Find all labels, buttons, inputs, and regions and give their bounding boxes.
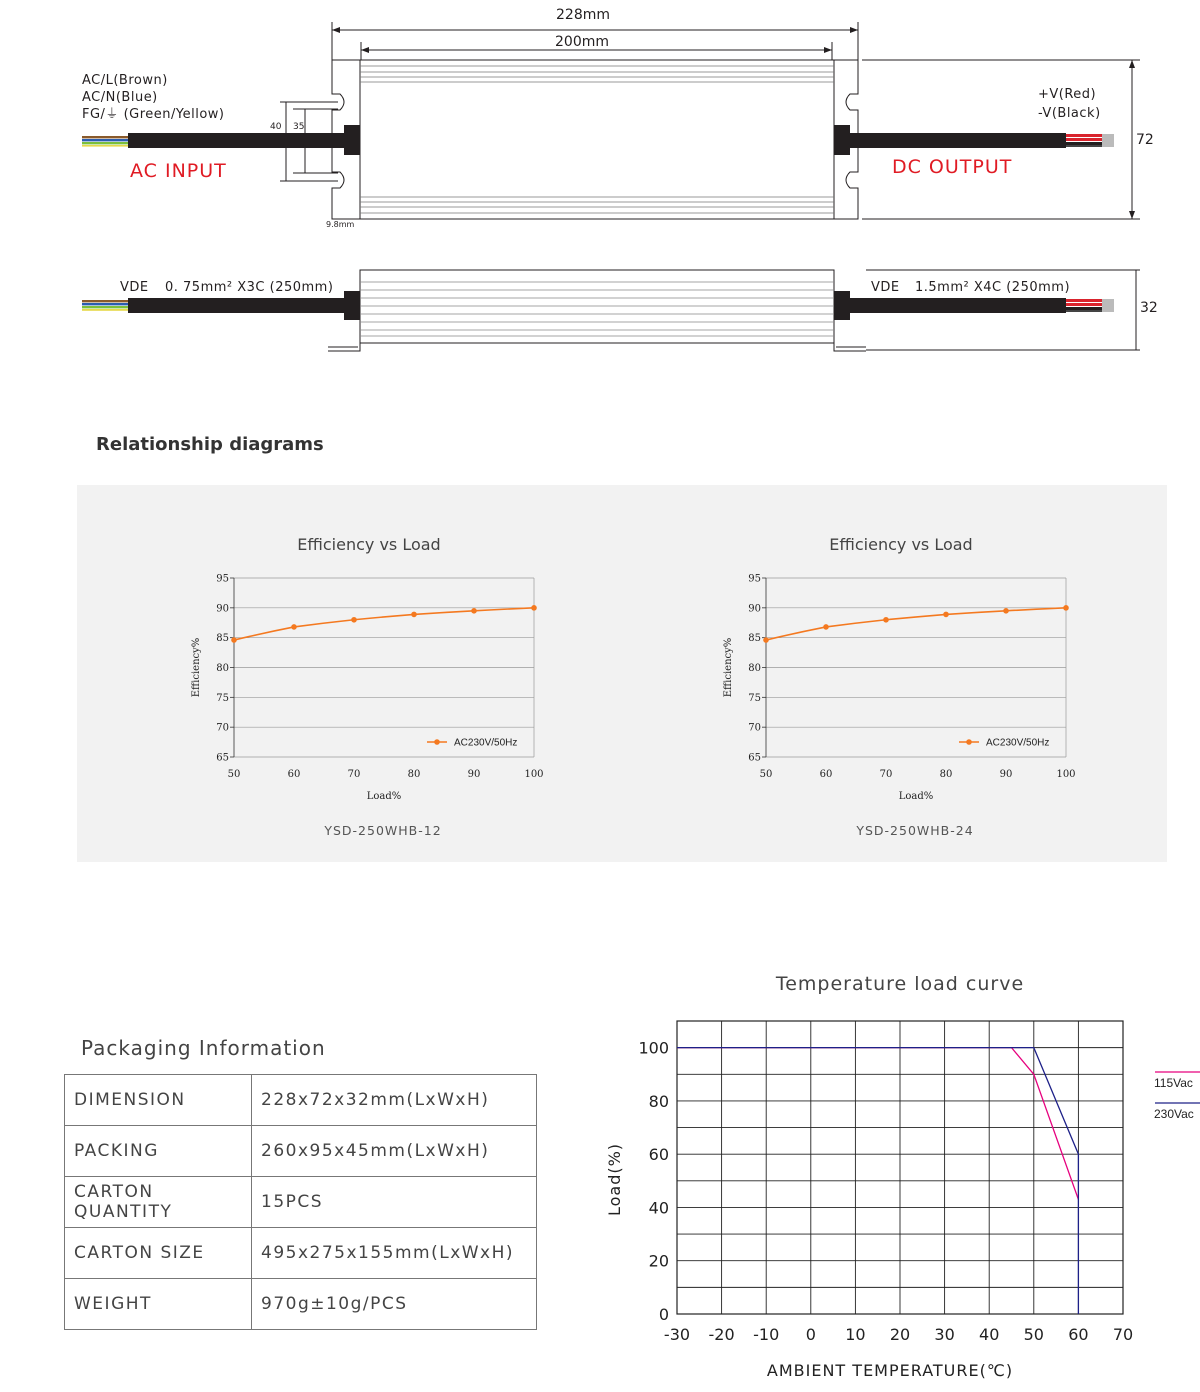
row-value: 260x95x45mm(LxWxH) <box>252 1126 537 1177</box>
ac-cable-cert: VDE <box>120 280 149 295</box>
series-line-AC230V/50Hz <box>766 608 1066 640</box>
x-tick-label: 60 <box>1068 1325 1089 1344</box>
y-axis-label: Efficiency% <box>723 637 734 698</box>
x-axis-label: Load% <box>366 791 402 802</box>
x-tick-label: 50 <box>1023 1325 1044 1344</box>
x-tick-label: 90 <box>467 769 481 780</box>
legend-label: AC230V/50Hz <box>986 737 1050 749</box>
data-point <box>823 624 829 630</box>
x-tick-label: 50 <box>759 769 773 780</box>
row-value: 228x72x32mm(LxWxH) <box>252 1075 537 1126</box>
chart-title: Efficiency vs Load <box>297 535 441 554</box>
x-tick-label: 100 <box>1056 769 1076 780</box>
data-point <box>291 624 297 630</box>
y-tick-label: 65 <box>748 752 761 764</box>
x-tick-label: 30 <box>934 1325 955 1344</box>
row-label: WEIGHT <box>65 1279 252 1330</box>
x-tick-label: -10 <box>753 1325 780 1344</box>
y-tick-label: 40 <box>648 1198 669 1218</box>
y-axis-label: Efficiency% <box>191 637 202 698</box>
row-label: PACKING <box>65 1126 252 1177</box>
x-tick-label: 10 <box>845 1325 866 1344</box>
x-tick-label: 100 <box>524 769 544 780</box>
legend-label: 115Vac <box>1154 1076 1193 1090</box>
data-point <box>1003 608 1009 614</box>
x-tick-label: 0 <box>805 1325 816 1344</box>
ac-wire-live: AC/L(Brown) <box>82 73 168 88</box>
model-label: YSD-250WHB-24 <box>856 823 974 838</box>
y-tick-label: 85 <box>748 633 761 645</box>
mechanical-drawing <box>0 0 1200 360</box>
top-view-body <box>332 60 858 219</box>
x-tick-label: 80 <box>939 769 953 780</box>
y-tick-label: 95 <box>216 573 229 585</box>
x-tick-label: 50 <box>227 769 241 780</box>
packaging-table <box>64 1074 537 1330</box>
data-point <box>231 637 237 643</box>
table-row <box>65 1228 537 1279</box>
x-tick-label: 80 <box>407 769 421 780</box>
row-value: 15PCS <box>252 1177 537 1228</box>
x-tick-label: 20 <box>889 1325 911 1344</box>
row-value: 495x275x155mm(LxWxH) <box>252 1228 537 1279</box>
chart-group <box>723 535 1076 838</box>
table-row <box>65 1075 537 1126</box>
x-tick-label: 70 <box>1112 1325 1134 1344</box>
legend-label: 230Vac <box>1154 1107 1194 1121</box>
dim-body-length: 200mm <box>555 34 609 50</box>
chart-title: Efficiency vs Load <box>829 535 973 554</box>
row-label: CARTON SIZE <box>65 1228 252 1279</box>
y-tick-label: 95 <box>748 573 761 585</box>
legend-marker <box>966 739 972 745</box>
series-line-115Vac <box>677 1048 1078 1200</box>
dc-cable-top <box>834 125 1114 155</box>
x-axis-label: AMBIENT TEMPERATURE(℃) <box>766 1361 1014 1380</box>
ac-cable-side <box>82 291 360 320</box>
table-row <box>65 1126 537 1177</box>
y-tick-label: 70 <box>216 722 229 734</box>
row-label: CARTON QUANTITY <box>65 1177 252 1228</box>
x-tick-label: 70 <box>347 769 361 780</box>
data-point <box>351 617 357 623</box>
x-tick-label: 60 <box>287 769 301 780</box>
data-point <box>531 605 537 611</box>
ac-wire-neutral: AC/N(Blue) <box>82 90 158 105</box>
y-tick-label: 75 <box>216 692 229 704</box>
efficiency-chart-12v <box>77 485 622 862</box>
dc-cable-spec: 1.5mm² X4C (250mm) <box>915 280 1071 295</box>
ac-cable-spec: 0. 75mm² X3C (250mm) <box>165 280 334 295</box>
dc-wire-positive: +V(Red) <box>1038 87 1097 102</box>
y-tick-label: 90 <box>748 603 761 615</box>
data-point <box>1063 605 1069 611</box>
y-tick-label: 75 <box>748 692 761 704</box>
dim-total-length: 228mm <box>556 7 610 23</box>
data-point <box>763 637 769 643</box>
y-tick-label: 90 <box>216 603 229 615</box>
temperature-load-chart <box>590 960 1200 1392</box>
ac-input-label: AC INPUT <box>130 160 227 182</box>
x-tick-label: -20 <box>708 1325 735 1344</box>
dc-output-label: DC OUTPUT <box>892 156 1013 178</box>
row-value: 970g±10g/PCS <box>252 1279 537 1330</box>
data-point <box>411 612 417 618</box>
x-tick-label: -30 <box>663 1325 691 1344</box>
table-row <box>65 1177 537 1228</box>
side-view-body <box>328 270 866 351</box>
dc-wire-negative: -V(Black) <box>1038 106 1101 121</box>
packaging-title: Packaging Information <box>81 1036 326 1060</box>
row-label: DIMENSION <box>65 1075 252 1126</box>
y-tick-label: 80 <box>748 663 761 674</box>
y-tick-label: 80 <box>216 663 229 674</box>
series-line-AC230V/50Hz <box>234 608 534 640</box>
table-row <box>65 1279 537 1330</box>
dim-height: 72 <box>1136 132 1154 148</box>
y-tick-label: 100 <box>638 1038 669 1058</box>
model-label: YSD-250WHB-12 <box>324 823 442 838</box>
x-tick-label: 60 <box>819 769 833 780</box>
x-tick-label: 70 <box>879 769 893 780</box>
dim-mount-35: 35 <box>293 122 305 132</box>
y-tick-label: 20 <box>648 1251 669 1271</box>
y-tick-label: 65 <box>216 752 229 764</box>
x-tick-label: 90 <box>999 769 1013 780</box>
x-axis-label: Load% <box>898 791 934 802</box>
ac-wire-ground: FG/⏚ (Green/Yellow) <box>82 107 225 122</box>
data-point <box>943 612 949 618</box>
legend-label: AC230V/50Hz <box>454 737 518 749</box>
y-tick-label: 70 <box>748 722 761 734</box>
chart-title: Temperature load curve <box>775 973 1025 995</box>
dim-thickness: 32 <box>1140 300 1158 316</box>
dc-cable-side <box>834 291 1114 320</box>
y-tick-label: 80 <box>648 1091 669 1111</box>
efficiency-chart-24v <box>613 485 1167 862</box>
y-tick-label: 0 <box>658 1305 669 1324</box>
y-tick-label: 60 <box>648 1145 669 1165</box>
legend-marker <box>434 739 440 745</box>
ac-cable-top <box>82 125 360 155</box>
data-point <box>883 617 889 623</box>
y-axis-label: Load(%) <box>605 1142 624 1217</box>
data-point <box>471 608 477 614</box>
x-tick-label: 40 <box>979 1325 1000 1344</box>
dim-mount-40: 40 <box>270 122 282 132</box>
dc-cable-cert: VDE <box>871 280 900 295</box>
y-tick-label: 85 <box>216 633 229 645</box>
dim-mount-offset: 9.8mm <box>326 220 355 229</box>
section-title: Relationship diagrams <box>96 434 324 455</box>
